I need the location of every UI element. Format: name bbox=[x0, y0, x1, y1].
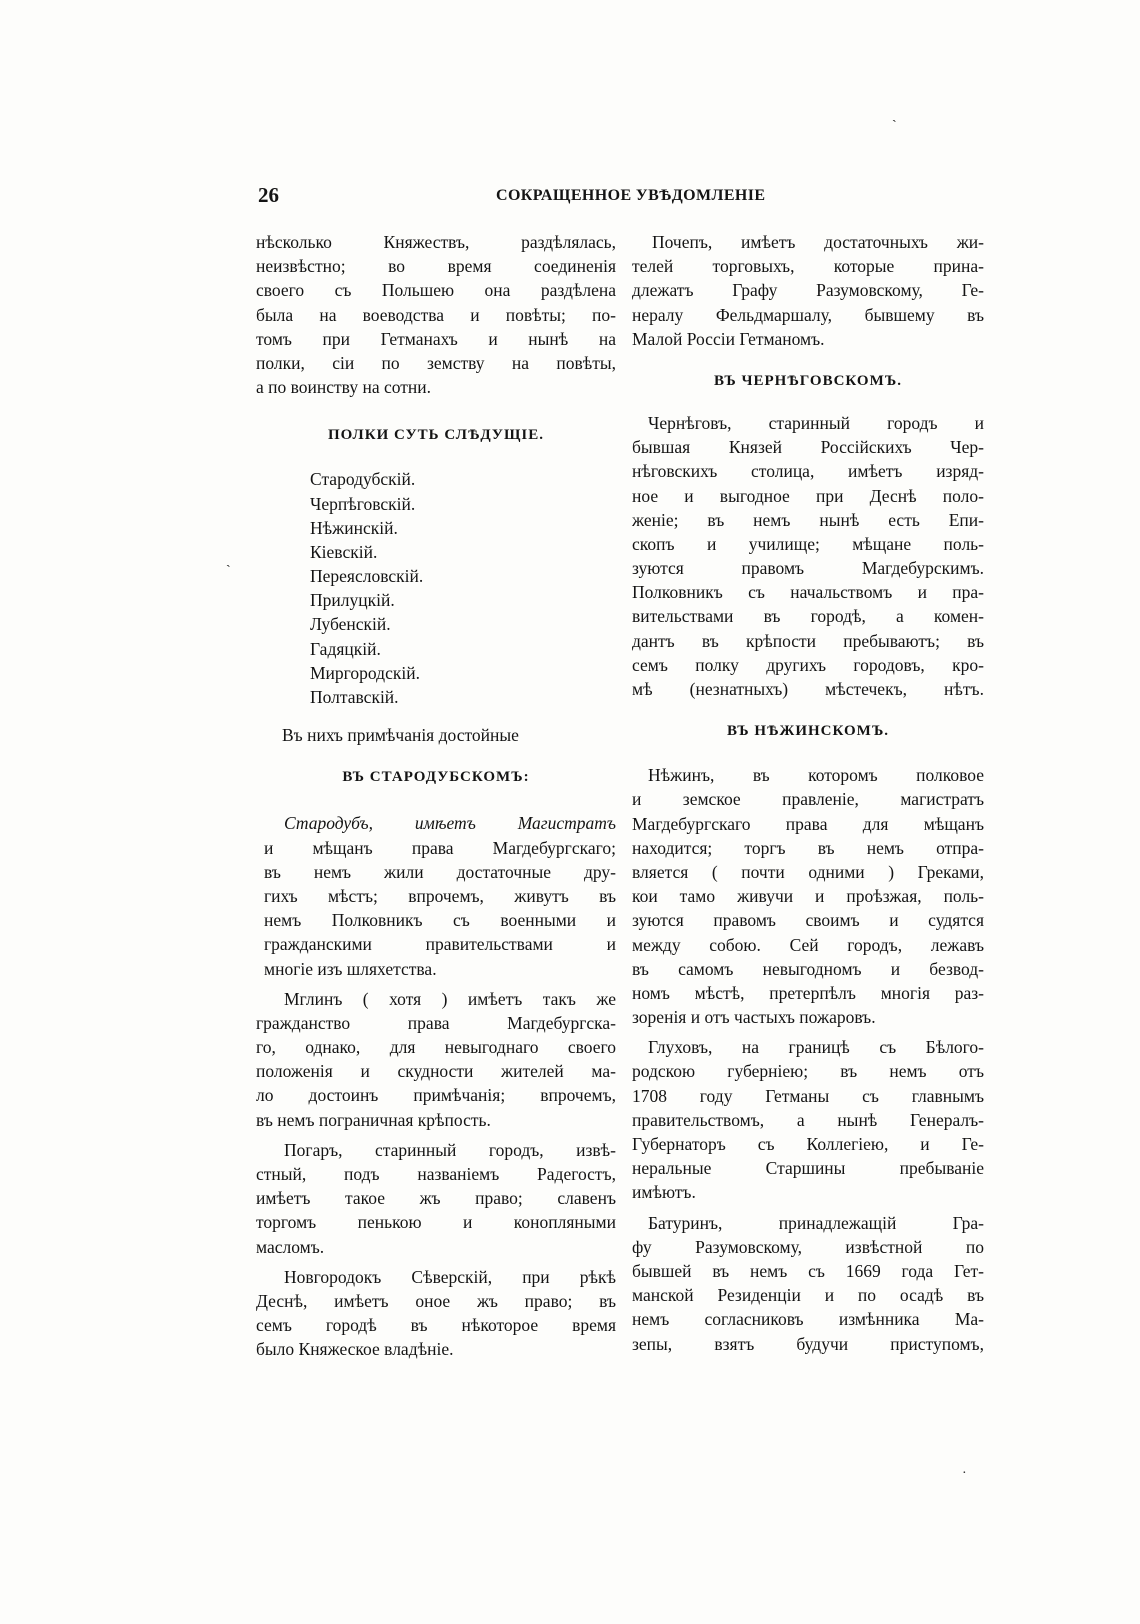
list-item: Лубенскій. bbox=[310, 614, 391, 635]
text-line: немъ Полковникъ съ военными и bbox=[264, 910, 616, 931]
text-line: Почепъ, имѣетъ достаточныхъ жи- bbox=[652, 232, 984, 252]
ink-speck: ˏ bbox=[892, 108, 897, 123]
glukhov-paragraph bbox=[632, 1035, 984, 1204]
text-line: длежатъ Графу Разумовскому, Ге- bbox=[632, 280, 984, 301]
text-line: телей торговыхъ, которые прина- bbox=[632, 256, 984, 277]
list-item: Кіевскій. bbox=[310, 541, 378, 562]
page-number: 26 bbox=[258, 183, 279, 207]
text-line: находится; торгъ въ немъ отпра- bbox=[632, 837, 984, 858]
regiment-list bbox=[256, 467, 616, 709]
text-line: родскою губерніею; въ немъ отъ bbox=[632, 1061, 984, 1082]
text-line: было Княжеское владѣніе. bbox=[256, 1339, 454, 1360]
text-line: имѣетъ такое жъ право; славенъ bbox=[256, 1188, 616, 1209]
text-line: Полковникъ съ начальствомъ и пра- bbox=[632, 582, 984, 603]
text-line: ное и выгодное при Деснѣ поло- bbox=[632, 485, 984, 506]
text-line: Магдебургскаго права для мѣщанъ bbox=[632, 813, 984, 834]
list-item: Нѣжинскій. bbox=[310, 517, 398, 538]
pogar-paragraph bbox=[256, 1138, 616, 1259]
text-line: Погаръ, старинный городъ, извѣ- bbox=[284, 1139, 616, 1160]
text-line: своего съ Польшею она раздѣлена bbox=[256, 280, 616, 301]
section-heading: ВЪ СТАРОДУБСКОМЪ: bbox=[342, 769, 530, 786]
text-line: скопъ и училище; мѣщане поль- bbox=[632, 533, 984, 554]
text-line: торгомъ пенькою и конопляными bbox=[256, 1212, 616, 1233]
text-line: нѣговскихъ столица, имѣетъ изряд- bbox=[632, 461, 984, 482]
text-line: была на воеводства и повѣты; по- bbox=[256, 304, 616, 325]
text-line: 1708 году Гетманы съ главнымъ bbox=[632, 1085, 984, 1106]
text-line: Батуринъ, принадлежащій Гра- bbox=[648, 1212, 984, 1233]
list-item: Переясловскій. bbox=[310, 566, 424, 587]
text-line: Мглинъ ( хотя ) имѣетъ такъ же bbox=[284, 988, 616, 1009]
text-line: нѣсколько Княжествъ, раздѣлялась, bbox=[256, 232, 616, 252]
text-line: ло достоинъ примѣчанія; впрочемъ, bbox=[256, 1085, 616, 1106]
text-line: вительствами въ городѣ, а комен- bbox=[632, 606, 984, 627]
text-line: и мѣщанъ права Магдебургскаго; bbox=[264, 837, 616, 858]
list-item: Полтавскій. bbox=[310, 687, 399, 707]
left-column bbox=[256, 230, 616, 1362]
text-line: и земское правленіе, магистратъ bbox=[632, 789, 984, 810]
text-line: Деснѣ, имѣетъ оное жъ право; въ bbox=[256, 1290, 616, 1311]
text-line: полки, сіи по земству на повѣты, bbox=[256, 352, 616, 373]
text-line: многіе изъ шляхетства. bbox=[264, 958, 437, 979]
text-line: бывшая Князей Россійскихъ Чер- bbox=[632, 437, 984, 458]
text-line: семъ городѣ въ нѣкоторое время bbox=[256, 1315, 616, 1336]
text-line: нералу Фельдмаршалу, бывшему въ bbox=[632, 304, 984, 325]
mglin-paragraph bbox=[256, 987, 616, 1132]
text-line: Стародубъ, имѣетъ Магистратъ bbox=[284, 813, 616, 834]
ink-speck: ˏ bbox=[226, 553, 231, 568]
running-title: СОКРАЩЕННОЕ УВѢДОМЛЕНІЕ bbox=[496, 187, 766, 204]
section-heading: ПОЛКИ СУТЬ СЛѢДУЩІЕ. bbox=[327, 427, 545, 444]
text-line: гражданство права Магдебургска- bbox=[256, 1012, 616, 1033]
text-line: зоренія и отъ частыхъ пожаровъ. bbox=[632, 1007, 876, 1028]
text-line: го, однако, для невыгоднаго своего bbox=[256, 1037, 616, 1058]
text-line: вляется ( почти одними ) Греками, bbox=[632, 861, 984, 882]
text-line: зепы, взятъ будучи приступомъ, bbox=[632, 1333, 984, 1354]
text-line: въ немъ пограничная крѣпость. bbox=[256, 1109, 491, 1130]
list-item: Гадяцкій. bbox=[310, 638, 381, 659]
text-line: Чернѣговъ, старинный городъ и bbox=[648, 412, 984, 433]
section-heading: ВЪ НѢЖИНСКОМЪ. bbox=[726, 723, 890, 740]
page-header bbox=[258, 183, 796, 213]
text-line: гражданскими правительствами и bbox=[264, 934, 616, 955]
text-line: номъ мѣстѣ, претерпѣлъ многія раз- bbox=[632, 982, 984, 1003]
text-line: женіе; въ немъ нынѣ есть Епи- bbox=[632, 509, 984, 530]
text-line: Губернаторъ съ Коллегіею, и Ге- bbox=[632, 1134, 984, 1154]
text-line: Глуховъ, на границѣ съ Бѣлого- bbox=[648, 1037, 984, 1058]
text-line: манской Резиденціи и по осадѣ въ bbox=[632, 1285, 984, 1306]
nezhin-paragraph bbox=[632, 763, 984, 1029]
text-line: между собою. Сей городъ, лежавъ bbox=[632, 934, 984, 955]
starodub-paragraph bbox=[256, 811, 616, 980]
text-line: Нѣжинъ, въ которомъ полковое bbox=[648, 765, 984, 786]
novgorodok-paragraph bbox=[256, 1265, 616, 1362]
text-line: положенія и скудности жителей ма- bbox=[256, 1061, 616, 1082]
text-line: семъ полку другихъ городовъ, кро- bbox=[632, 654, 984, 675]
list-item: Миргородскій. bbox=[310, 662, 420, 683]
notable-line: Въ нихъ примѣчанія достойные bbox=[282, 725, 519, 746]
text-line: бывшей въ немъ съ 1669 года Гет- bbox=[632, 1260, 984, 1281]
text-line: томъ при Гетманахъ и нынѣ на bbox=[256, 328, 616, 349]
text-line: Новгородокъ Сѣверскій, при рѣкѣ bbox=[284, 1266, 616, 1287]
chernigov-paragraph bbox=[632, 411, 984, 701]
text-line: неральные Старшины пребываніе bbox=[632, 1158, 984, 1179]
text-line: мѣ (незнатныхъ) мѣстечекъ, нѣтъ. bbox=[632, 679, 984, 699]
text-line: зуются правомъ своимъ и судятся bbox=[632, 910, 984, 931]
text-line: фу Разумовскому, извѣстной по bbox=[632, 1236, 984, 1257]
list-item: Прилуцкій. bbox=[310, 590, 395, 611]
right-column bbox=[632, 230, 984, 1356]
text-line: стный, подъ названіемъ Радегостъ, bbox=[256, 1164, 616, 1184]
text-line: зуются правомъ Магдебурскимъ. bbox=[632, 558, 984, 579]
list-item: Стародубскій. bbox=[310, 469, 416, 490]
text-line: въ немъ жили достаточные дру- bbox=[264, 861, 616, 882]
ink-speck: · bbox=[962, 1466, 967, 1481]
text-line: правительствомъ, а нынѣ Генералъ- bbox=[632, 1109, 984, 1130]
text-line: немъ согласниковъ измѣнника Ма- bbox=[632, 1309, 984, 1330]
text-line: въ самомъ невыгодномъ и безвод- bbox=[632, 958, 984, 979]
text-line: имѣютъ. bbox=[632, 1182, 696, 1203]
intro-paragraph bbox=[256, 230, 616, 399]
list-item: Черпѣговскій. bbox=[310, 493, 416, 514]
text-line: дантъ въ крѣпости пребываютъ; въ bbox=[632, 630, 984, 651]
section-heading: ВЪ ЧЕРНѢГОВСКОМЪ. bbox=[714, 372, 902, 389]
text-line: кои тамо живучи и проѣзжая, поль- bbox=[632, 886, 984, 907]
pochep-paragraph bbox=[632, 230, 984, 351]
text-line: Малой Россіи Гетманомъ. bbox=[632, 328, 825, 349]
text-line: масломъ. bbox=[256, 1236, 325, 1257]
baturin-paragraph bbox=[632, 1211, 984, 1356]
text-line: а по воинству на сотни. bbox=[256, 377, 432, 398]
text-line: неизвѣстно; во время соединенія bbox=[256, 256, 616, 277]
text-line: гихъ мѣстъ; впрочемъ, живутъ въ bbox=[264, 885, 616, 906]
